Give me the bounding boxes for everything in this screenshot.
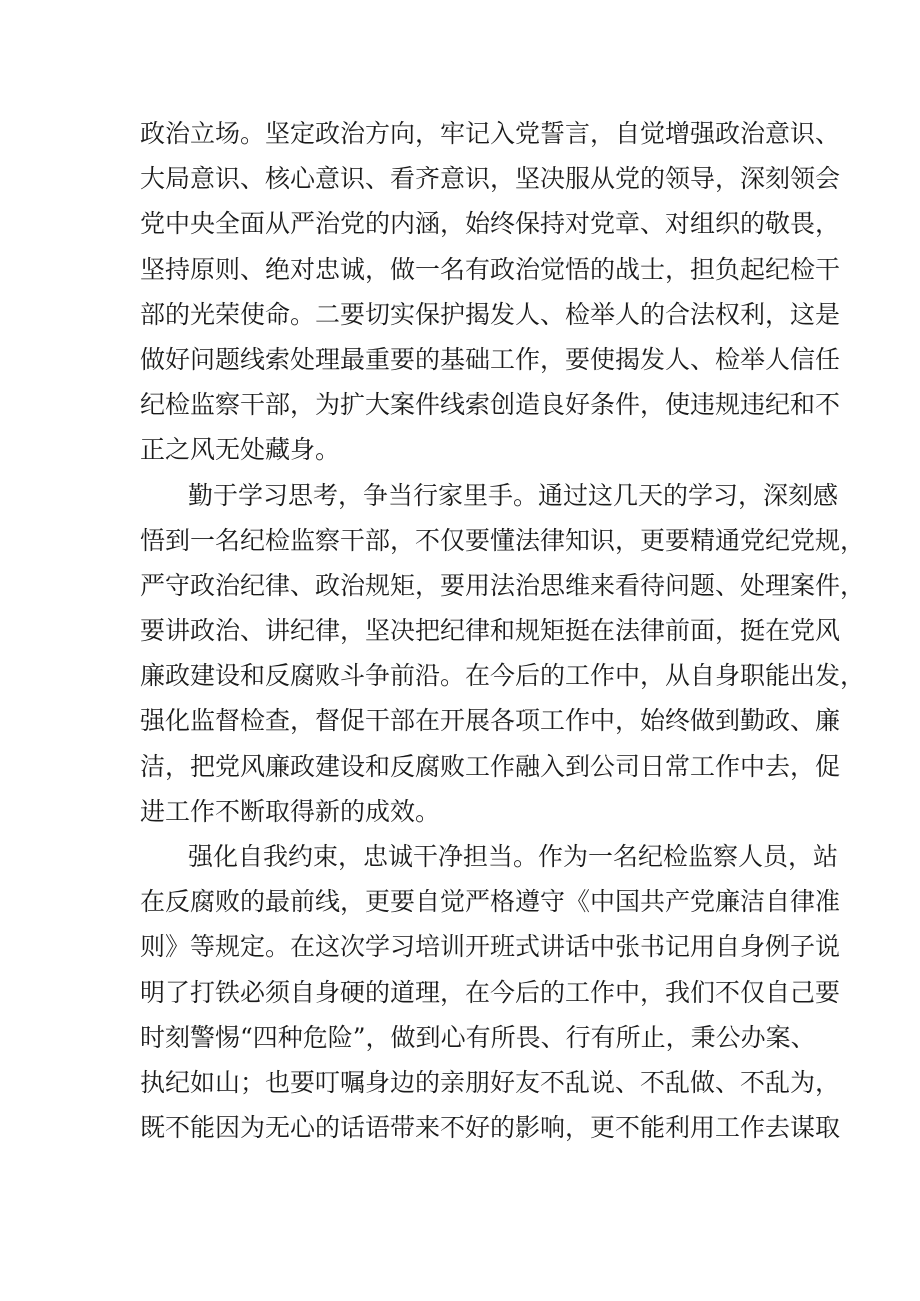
text-line: 政治立场。坚定政治方向，牢记入党誓言，自觉增强政治意识、	[140, 119, 841, 148]
text-line: 做好问题线索处理最重要的基础工作，要使揭发人、检举人信任	[140, 344, 841, 374]
text-line: 纪检监察干部，为扩大案件线索创造良好条件，使违规违纪和不	[140, 390, 841, 420]
text-line: 大局意识、核心意识、看齐意识，坚决服从党的领导，深刻领会	[140, 164, 841, 194]
text-line: 既不能因为无心的话语带来不好的影响，更不能利用工作去谋取	[140, 1113, 841, 1143]
text-line: 严守政治纪律、政治规矩，要用法治思维来看待问题、处理案件，	[140, 570, 866, 600]
text-line: 正之风无处藏身。	[140, 435, 341, 465]
text-line: 廉政建设和反腐败斗争前沿。在今后的工作中，从自身职能出发，	[140, 661, 866, 691]
text-line: 时刻警惕“四种危险”，做到心有所畏、行有所止，秉公办案、	[140, 1022, 816, 1052]
text-line: 进工作不断取得新的成效。	[140, 796, 441, 826]
text-line: 在反腐败的最前线，更要自觉严格遵守《中国共产党廉洁自律准	[140, 887, 841, 917]
text-line: 强化监督检查，督促干部在开展各项工作中，始终做到勤政、廉	[140, 706, 841, 736]
document-body	[140, 111, 866, 1150]
paragraph-study-and-thinking	[140, 473, 866, 835]
text-line: 要讲政治、讲纪律，坚决把纪律和规矩挺在法律前面，挺在党风	[140, 616, 841, 646]
text-line: 悟到一名纪检监察干部，不仅要懂法律知识，更要精通党纪党规，	[140, 525, 866, 555]
text-line: 执纪如山；也要叮嘱身边的亲朋好友不乱说、不乱做、不乱为，	[140, 1067, 841, 1097]
text-line: 洁，把党风廉政建设和反腐败工作融入到公司日常工作中去，促	[140, 751, 841, 781]
text-line: 部的光荣使命。二要切实保护揭发人、检举人的合法权利，这是	[140, 299, 841, 329]
text-line: 坚持原则、绝对忠诚，做一名有政治觉悟的战士，担负起纪检干	[140, 254, 841, 284]
text-line: 则》等规定。在这次学习培训开班式讲话中张书记用自身例子说	[140, 932, 841, 962]
text-line: 强化自我约束，忠诚干净担当。作为一名纪检监察人员，站	[188, 842, 839, 871]
paragraph-political-stance	[140, 111, 841, 473]
paragraph-self-discipline	[140, 834, 841, 1150]
text-line: 党中央全面从严治党的内涵，始终保持对党章、对组织的敬畏，	[140, 209, 841, 239]
text-line: 明了打铁必须自身硬的道理，在今后的工作中，我们不仅自己要	[140, 977, 841, 1007]
text-line: 勤于学习思考，争当行家里手。通过这几天的学习，深刻感	[188, 480, 839, 510]
